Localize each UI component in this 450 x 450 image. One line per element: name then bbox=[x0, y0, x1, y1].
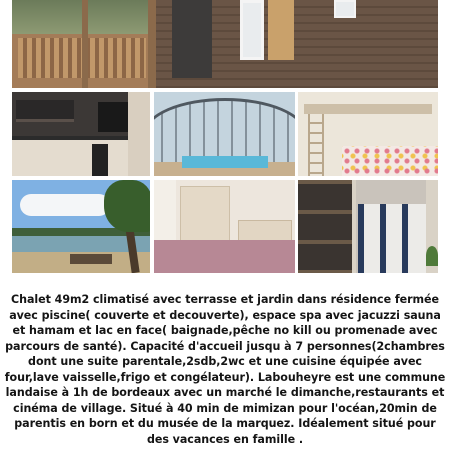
kitchen-photo bbox=[12, 92, 150, 176]
listing-description: Chalet 49m2 climatisé avec terrasse et jardin dans résidence fermée avec piscine( couverte et decouverte), espace spa avec jacuzzi sauna et hamam et lac en face( baignade,pêche no kill ou promenade avec parcours de santé). Capacité d'accueil jusqu à 7 personnes(2chambres dont une suite parentale,2sdb,2wc et une cuisine équipée avec four,lave vaisselle,frigo et congélateur). Labouheyre est une commune landaise à 1h de bordeaux avec un marché le dimanche,restaurants et cinéma de village. Situé à 40 min de mimizan pour l'océan,20min de parentis en born et du musée de la marquez. Idéalement situé pour des vacances en famille . bbox=[4, 293, 446, 446]
bunk-bedroom-photo bbox=[298, 92, 438, 176]
kids-room-photo bbox=[298, 180, 438, 273]
pool-photo bbox=[154, 92, 295, 176]
bedroom-photo bbox=[154, 180, 295, 273]
chalet-exterior-photo bbox=[12, 0, 438, 88]
lake-photo bbox=[12, 180, 150, 273]
